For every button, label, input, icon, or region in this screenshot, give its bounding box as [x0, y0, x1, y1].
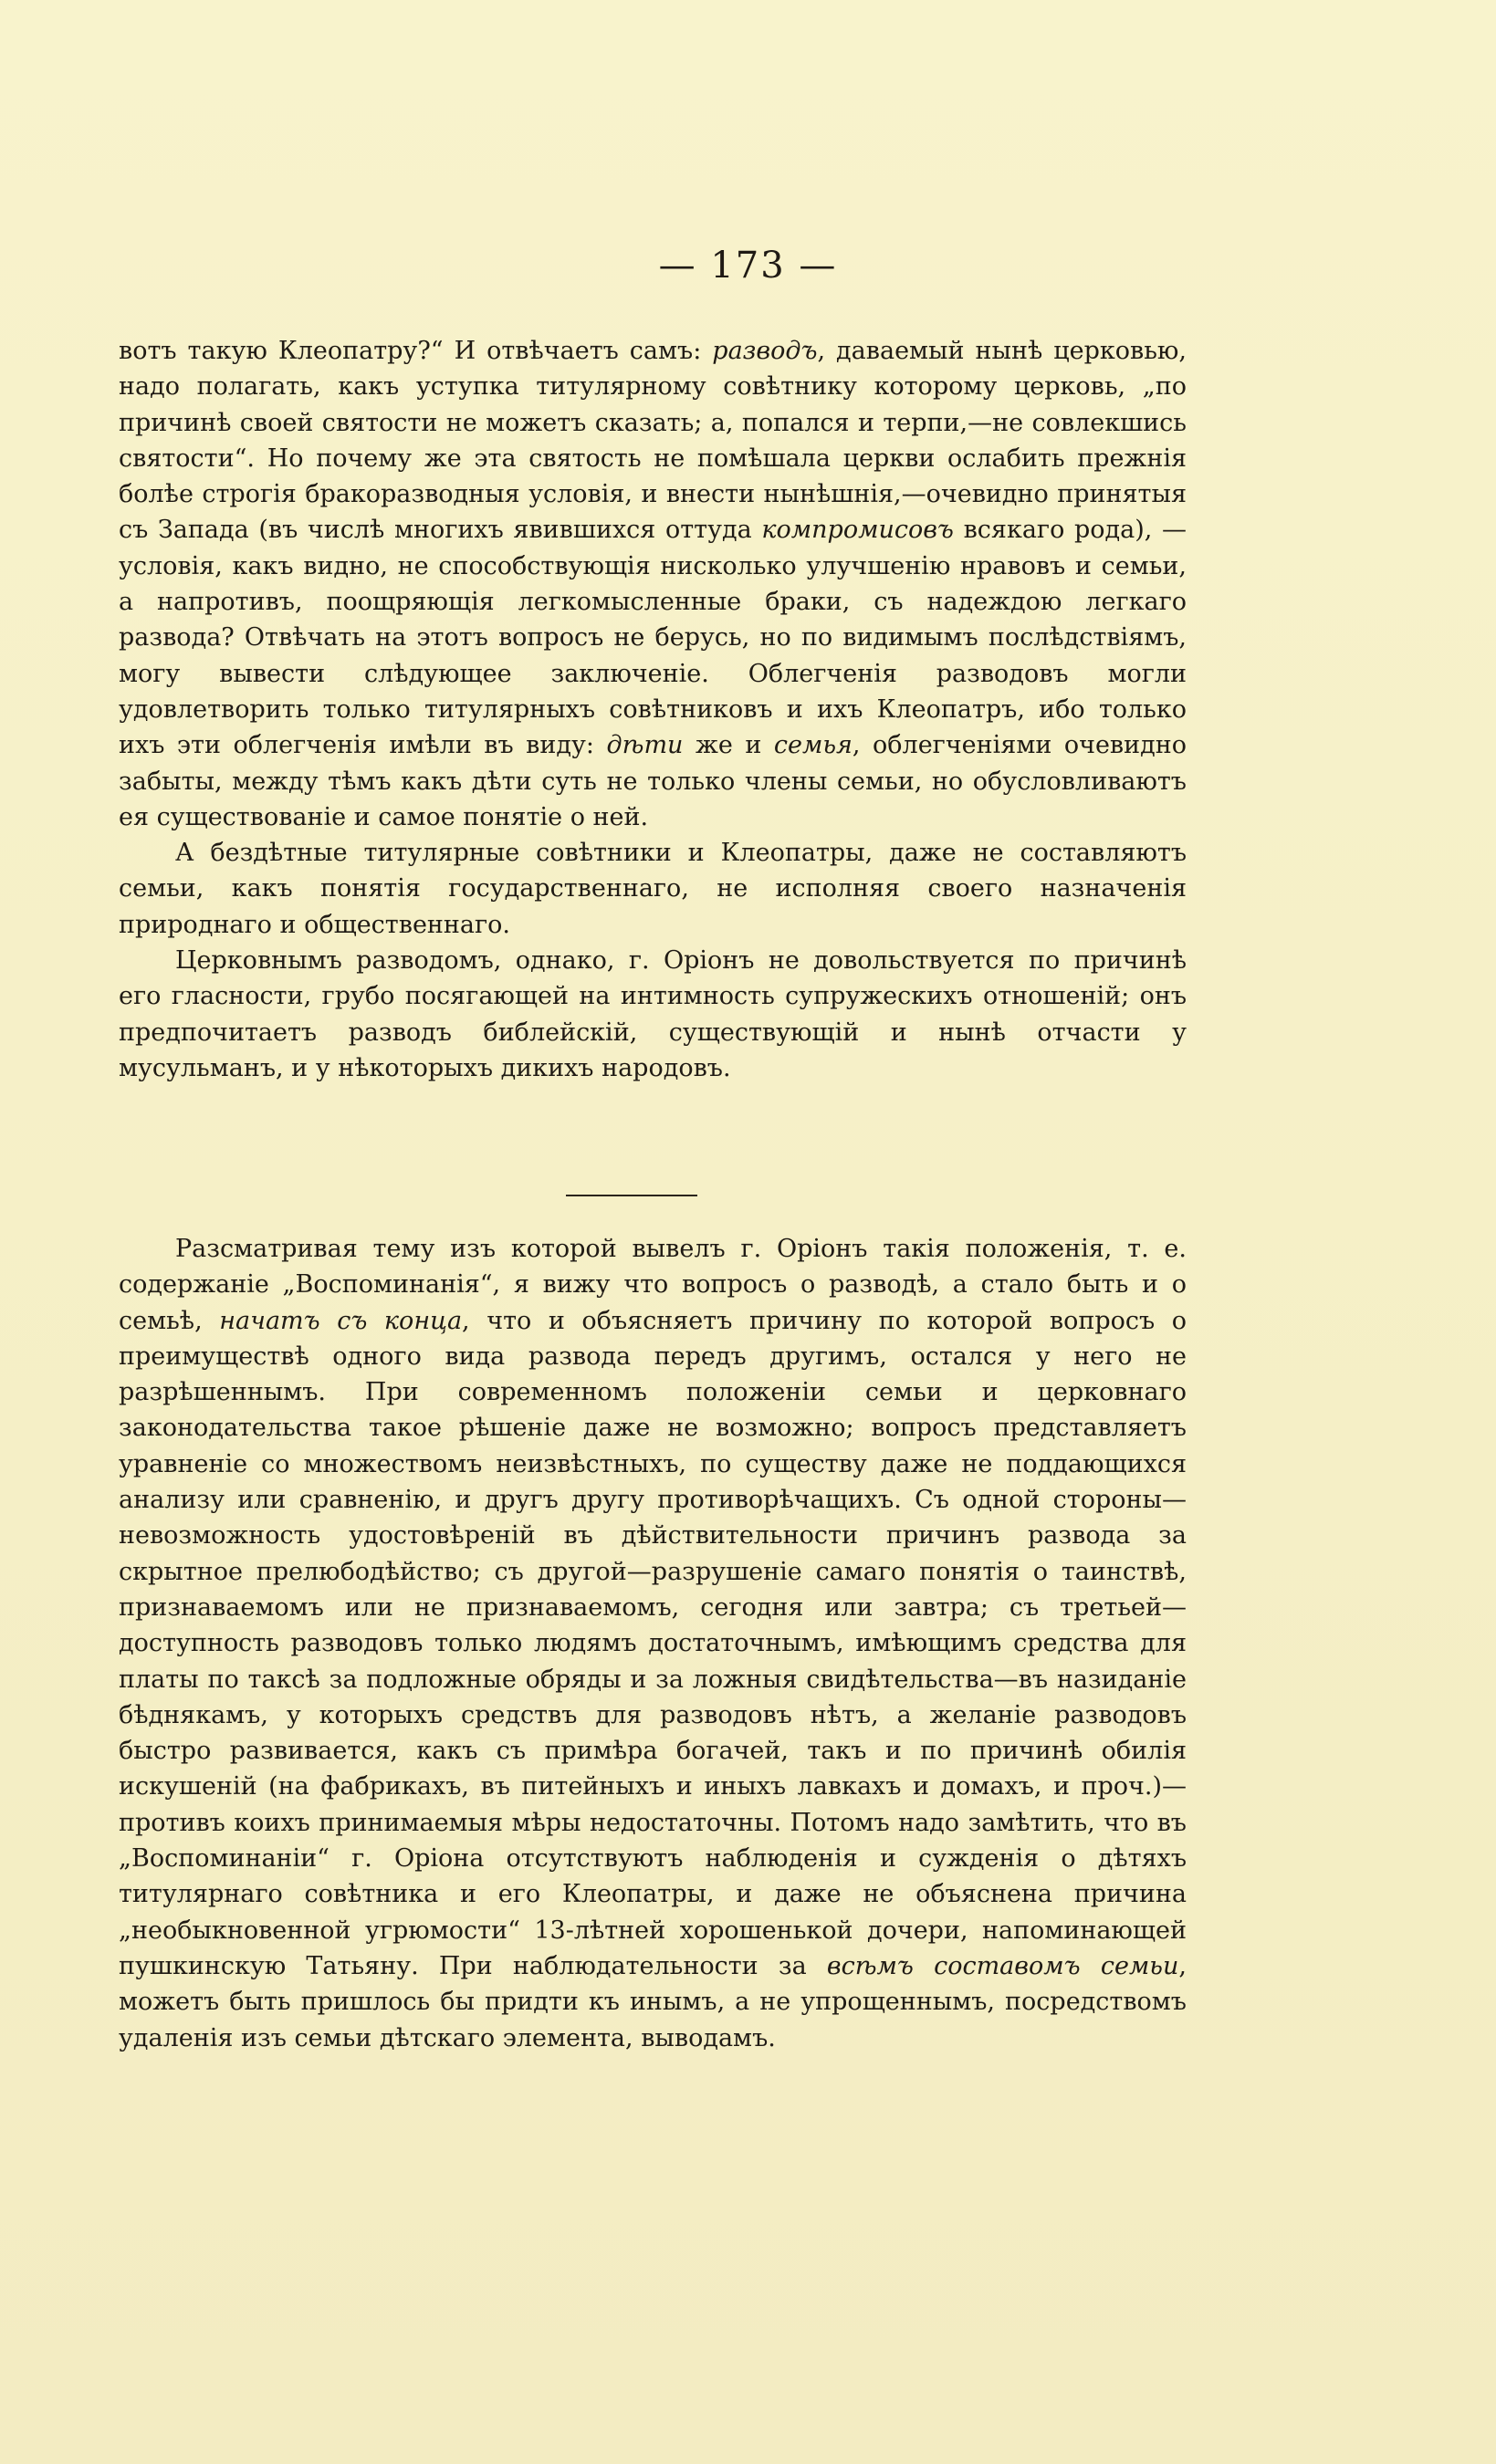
text-run: же и — [683, 731, 774, 760]
paragraph: Церковнымъ разводомъ, однако, г. Оріонъ не довольствуется по причинѣ его гласности, грубо посягающей на интимность супружескихъ отношеній; онъ предпочитаетъ разводъ библейскій, существующій и нынѣ отчасти у мусульманъ, и у нѣкоторыхъ дикихъ народовъ. — [119, 946, 1187, 1082]
text-section-top — [119, 333, 1187, 1086]
italic-text: начатъ съ конца — [219, 1306, 463, 1335]
section-divider — [566, 1195, 697, 1196]
paragraph — [119, 1231, 1187, 2056]
italic-text: всѣмъ составомъ семьи — [826, 1951, 1179, 1980]
text-run: , облегченіями очевидно забыты, между тѣмъ какъ дѣти суть не только члены семьи, но обусловливаютъ ея существованіе и самое понятіе о ней. — [119, 731, 1187, 831]
italic-text: компромисовъ — [761, 516, 954, 545]
text-run: , даваемый нынѣ церковью, надо полагать, какъ уступка титулярному совѣтнику которому церковь, „по причинѣ своей святости не можетъ сказать; а, попался и терпи,—не совлекшись святости“. Но почему же эта святость не помѣшала церкви ослабить прежнія болѣе строгія бракоразводныя условія, и внести нынѣшнія,—очевидно принятыя съ Запада (въ числѣ многихъ явившихся оттуда — [119, 337, 1187, 545]
text-run: вотъ такую Клеопатру?“ И отвѣчаетъ самъ: — [119, 337, 713, 365]
page-number: — 173 — — [658, 245, 838, 287]
italic-text: разводъ — [712, 337, 818, 365]
paragraph: А бездѣтные титулярные совѣтники и Клеопатры, даже не составляютъ семьи, какъ понятія государственнаго, не исполняя своего назначенія природнаго и общественнаго. — [119, 839, 1187, 939]
text-run: Разсматривая тему изъ которой вывелъ г. Оріонъ такія положенія, т. е. содержаніе „Воспоминанія“, я вижу что вопросъ о разводѣ, а стало быть и о семьѣ, — [119, 1235, 1187, 1335]
text-run: , можетъ быть пришлось бы придти къ инымъ, а не упрощеннымъ, посредствомъ удаленія изъ семьи дѣтскаго элемента, выводамъ. — [119, 1951, 1187, 2052]
paragraph — [119, 333, 1187, 835]
text-run: , что и объясняетъ причину по которой вопросъ о преимуществѣ одного вида развода передъ другимъ, остался у него не разрѣшеннымъ. При современномъ положеніи семьи и церковнаго законодательства такое рѣшеніе даже не возможно; вопросъ представляетъ уравненіе со множествомъ неизвѣстныхъ, по существу даже не поддающихся анализу или сравненію, и другъ другу противорѣчащихъ. Съ одной стороны—невозможность удостовѣреній въ дѣйствительности причинъ развода за скрытное прелюбодѣйство; съ другой—разрушеніе самаго понятія о таинствѣ, признаваемомъ или не признаваемомъ, сегодня или завтра; съ третьей—доступность разводовъ только людямъ достаточнымъ, имѣющимъ средства для платы по таксѣ за подложные обряды и за ложныя свидѣтельства—въ назиданіе бѣднякамъ, у которыхъ средствъ для разводовъ нѣтъ, а желаніе разводовъ быстро развивается, какъ съ примѣра богачей, такъ и по причинѣ обилія искушеній (на фабрикахъ, въ питейныхъ и иныхъ лавкахъ и домахъ, и проч.)—противъ коихъ принимаемыя мѣры недостаточны. Потомъ надо замѣтить, что въ „Воспоминаніи“ г. Оріона отсутствуютъ наблюденія и сужденія о дѣтяхъ титулярнаго совѣтника и его Клеопатры, и даже не объяснена причина „необыкновенной угрюмости“ 13-лѣтней хорошенькой дочери, напоминающей пушкинскую Татьяну. При наблюдательности за — [119, 1306, 1187, 1980]
text-section-bottom — [119, 1231, 1187, 2056]
italic-text: дѣти — [606, 731, 684, 760]
text-run: всякаго рода), — условія, какъ видно, не способствующія нисколько улучшенію нравовъ и семьи, а напротивъ, поощряющія легкомысленные браки, съ надеждою легкаго развода? Отвѣчать на этотъ вопросъ не берусь, но по видимымъ послѣдствіямъ, могу вывести слѣдующее заключеніе. Облегченія разводовъ могли удовлетворить только титулярныхъ совѣтниковъ и ихъ Клеопатръ, ибо только ихъ эти облегченія имѣли въ виду: — [119, 516, 1187, 760]
italic-text: семья — [773, 731, 853, 760]
